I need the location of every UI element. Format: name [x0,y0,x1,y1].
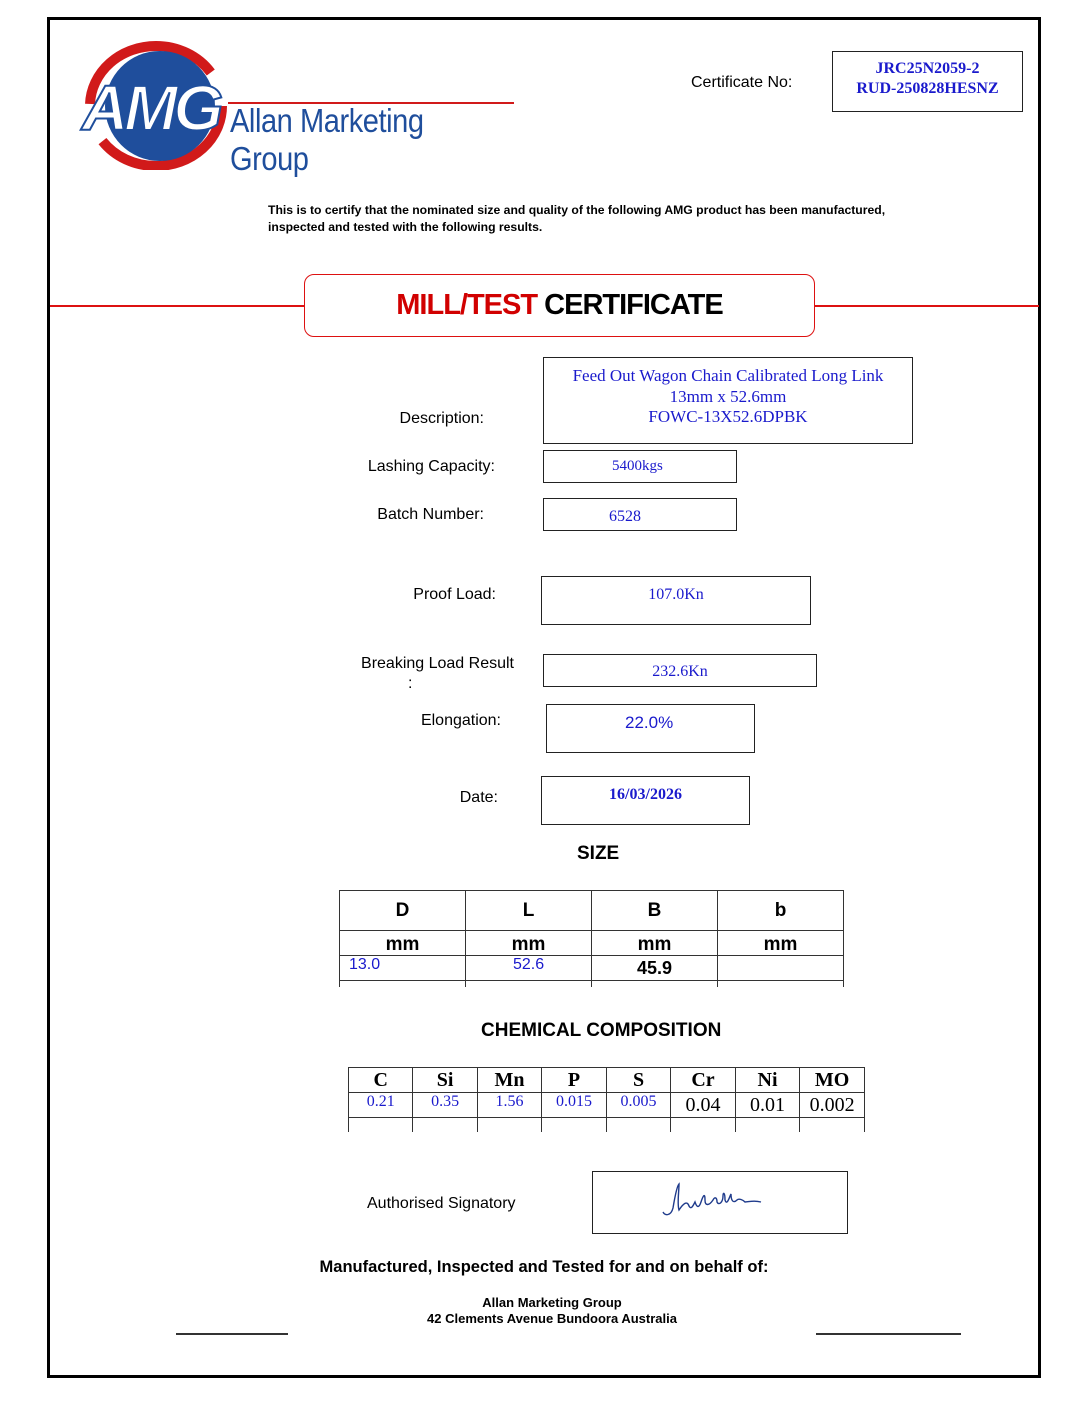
title-part-red: MILL/TEST [396,289,538,321]
size-table [339,890,844,987]
description-line-1: Feed Out Wagon Chain Calibrated Long Link [572,366,884,385]
lashing-capacity-value: 5400kgs [543,450,737,483]
chem-col-cr: Cr [671,1068,736,1093]
description-value [543,357,913,444]
size-values-row [340,956,844,981]
chem-value-mo: 0.002 [800,1093,865,1118]
chemical-heading: CHEMICAL COMPOSITION [481,1020,722,1041]
breaking-load-label-colon: : [408,675,413,692]
chem-value-s: 0.005 [606,1093,671,1118]
date-label: Date: [459,789,498,806]
elongation-value: 22.0% [546,704,755,753]
size-col-b-upper: B [592,891,718,931]
batch-number-label: Batch Number: [377,506,484,523]
size-heading: SIZE [577,843,620,864]
chem-value-mn: 1.56 [477,1093,541,1118]
size-unit: mm [718,931,844,956]
size-header-row [340,891,844,931]
title-rule-right [815,305,1039,307]
proof-load-label: Proof Load: [413,586,496,603]
size-col-d: D [340,891,466,931]
elongation-label: Elongation: [420,712,501,729]
certification-statement-line-2: inspected and tested with the following results. [268,220,543,234]
certificate-no-line-2: RUD-250828HESNZ [856,80,999,97]
size-unit: mm [466,931,592,956]
chem-col-p: P [542,1068,607,1093]
chem-value-ni: 0.01 [735,1093,800,1118]
chemical-table [348,1067,865,1132]
chem-col-mo: MO [800,1068,865,1093]
description-label: Description: [399,410,484,427]
chem-col-s: S [606,1068,671,1093]
chemical-empty-row [349,1118,865,1132]
size-value-d: 13.0 [340,956,466,981]
certificate-no-label: Certificate No: [691,74,793,91]
certificate-no-box [832,51,1023,112]
chem-col-si: Si [413,1068,477,1093]
date-value: 16/03/2026 [541,776,750,825]
footer-heading: Manufactured, Inspected and Tested for and on behalf of: [319,1258,769,1276]
chem-col-mn: Mn [477,1068,541,1093]
size-value-l: 52.6 [466,956,592,981]
batch-number-value: 6528 [543,498,737,531]
chem-value-si: 0.35 [413,1093,477,1118]
svg-text:AMG: AMG [82,72,220,144]
page-title [304,274,815,337]
chem-value-p: 0.015 [542,1093,607,1118]
authorised-signatory-label: Authorised Signatory [367,1195,516,1212]
signature-icon [593,1172,849,1235]
breaking-load-value: 232.6Kn [543,654,817,687]
size-units-row [340,931,844,956]
footer-rule-left [176,1333,288,1335]
chemical-values-row [349,1093,865,1118]
description-line-3: FOWC-13X52.6DPBK [648,407,808,426]
footer-address-block [0,1295,1088,1327]
certificate-no-line-1: JRC25N2059-2 [875,60,980,77]
title-rule-left [50,305,306,307]
footer-address: 42 Clements Avenue Bundoora Australia [427,1311,677,1326]
size-unit: mm [592,931,718,956]
proof-load-value: 107.0Kn [541,576,811,625]
company-logo [78,40,514,177]
chem-col-c: C [349,1068,413,1093]
footer-rule-right [816,1333,961,1335]
description-line-2: 13mm x 52.6mm [669,386,787,406]
size-empty-row [340,981,844,987]
size-unit: mm [340,931,466,956]
title-part-black: CERTIFICATE [544,289,723,321]
breaking-load-label: Breaking Load Result [361,655,514,672]
chemical-header-row [349,1068,865,1093]
footer-company: Allan Marketing Group [482,1295,622,1310]
size-col-l: L [466,891,592,931]
certification-statement [268,202,928,236]
chem-value-cr: 0.04 [671,1093,736,1118]
signature-box [592,1171,848,1234]
lashing-capacity-label: Lashing Capacity: [367,458,495,475]
size-value-b-lower [718,956,844,981]
chem-value-c: 0.21 [349,1093,413,1118]
certification-statement-line-1: This is to certify that the nominated size and quality of the following AMG product has been manufactured, [268,203,886,217]
chem-col-ni: Ni [735,1068,800,1093]
company-name: Allan Marketing Group [230,102,424,177]
size-value-b-upper: 45.9 [592,956,718,981]
size-col-b-lower: b [718,891,844,931]
